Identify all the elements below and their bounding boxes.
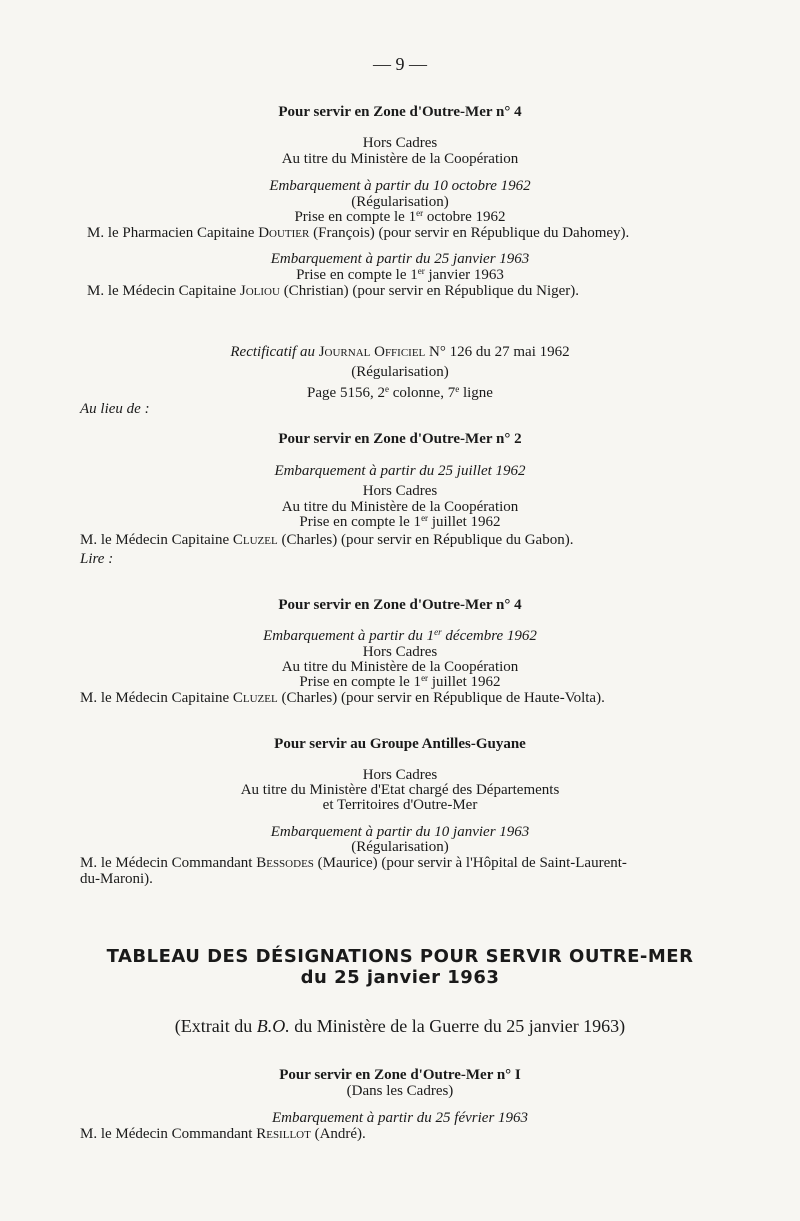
tableau-subtitle: du 25 janvier 1963 [300, 967, 500, 988]
embarquement-line: Embarquement à partir du 10 janvier 1963 [270, 824, 530, 840]
hors-cadres: Hors Cadres [362, 483, 438, 499]
ministere-line: Au titre du Ministère de la Coopération [281, 499, 519, 515]
page-reference: Page 5156, 2e colonne, 7e ligne [307, 384, 493, 401]
embarquement-line: Embarquement à partir du 25 juillet 1962 [274, 463, 526, 479]
person-entry-cont: du-Maroni). [80, 871, 153, 887]
ministere-line: Au titre du Ministère d'Etat chargé des Départements [240, 782, 560, 798]
section-heading: Pour servir en Zone d'Outre-Mer n° 4 [278, 104, 522, 120]
person-entry: M. le Pharmacien Capitaine Doutier (François) (pour servir en République du Dahomey). [87, 225, 630, 241]
hors-cadres: Hors Cadres [362, 135, 438, 151]
regularisation-note: (Régularisation) [351, 839, 449, 855]
extrait-line: (Extrait du B.O. du Ministère de la Guerre du 25 janvier 1963) [174, 1016, 626, 1036]
section-heading: Pour servir en Zone d'Outre-Mer n° I [279, 1067, 521, 1083]
embarquement-line: Embarquement à partir du 1er décembre 1962 [263, 627, 537, 644]
regularisation-note: (Régularisation) [351, 364, 449, 380]
prise-en-compte-line: Prise en compte le 1er janvier 1963 [296, 266, 504, 283]
page-number: — 9 — [373, 54, 427, 74]
ministere-line-cont: et Territoires d'Outre-Mer [322, 797, 478, 813]
dans-les-cadres: (Dans les Cadres) [346, 1083, 454, 1099]
embarquement-line: Embarquement à partir du 10 octobre 1962 [269, 178, 531, 194]
person-entry: M. le Médecin Commandant Bessodes (Maurice) (pour servir à l'Hôpital de Saint-Laurent- [80, 855, 627, 871]
prise-en-compte-line: Prise en compte le 1er juillet 1962 [299, 513, 501, 530]
person-entry: M. le Médecin Capitaine Cluzel (Charles) (pour servir en République du Gabon). [80, 532, 574, 548]
ministere-line: Au titre du Ministère de la Coopération [281, 151, 519, 167]
embarquement-line: Embarquement à partir du 25 janvier 1963 [270, 251, 530, 267]
embarquement-line: Embarquement à partir du 25 février 1963 [271, 1110, 529, 1126]
section-heading: Pour servir en Zone d'Outre-Mer n° 4 [278, 597, 522, 613]
person-entry: M. le Médecin Capitaine Cluzel (Charles) (pour servir en République de Haute-Volta). [80, 690, 605, 706]
ministere-line: Au titre du Ministère de la Coopération [281, 659, 519, 675]
au-lieu-de-label: Au lieu de : [80, 401, 150, 417]
person-entry: M. le Médecin Commandant Resillot (André). [80, 1126, 366, 1142]
rectificatif-line: Rectificatif au Journal Officiel N° 126 du 27 mai 1962 [230, 344, 570, 360]
prise-en-compte-line: Prise en compte le 1er juillet 1962 [299, 673, 501, 690]
regularisation-note: (Régularisation) [351, 194, 449, 210]
prise-en-compte-line: Prise en compte le 1er octobre 1962 [294, 208, 506, 225]
hors-cadres: Hors Cadres [362, 644, 438, 660]
lire-label: Lire : [80, 551, 114, 567]
section-heading: Pour servir au Groupe Antilles-Guyane [274, 736, 526, 752]
section-heading: Pour servir en Zone d'Outre-Mer n° 2 [278, 431, 522, 447]
hors-cadres: Hors Cadres [362, 767, 438, 783]
tableau-title: TABLEAU DES DÉSIGNATIONS POUR SERVIR OUTRE-MER [106, 946, 694, 967]
person-entry: M. le Médecin Capitaine Joliou (Christian) (pour servir en République du Niger). [87, 283, 580, 299]
